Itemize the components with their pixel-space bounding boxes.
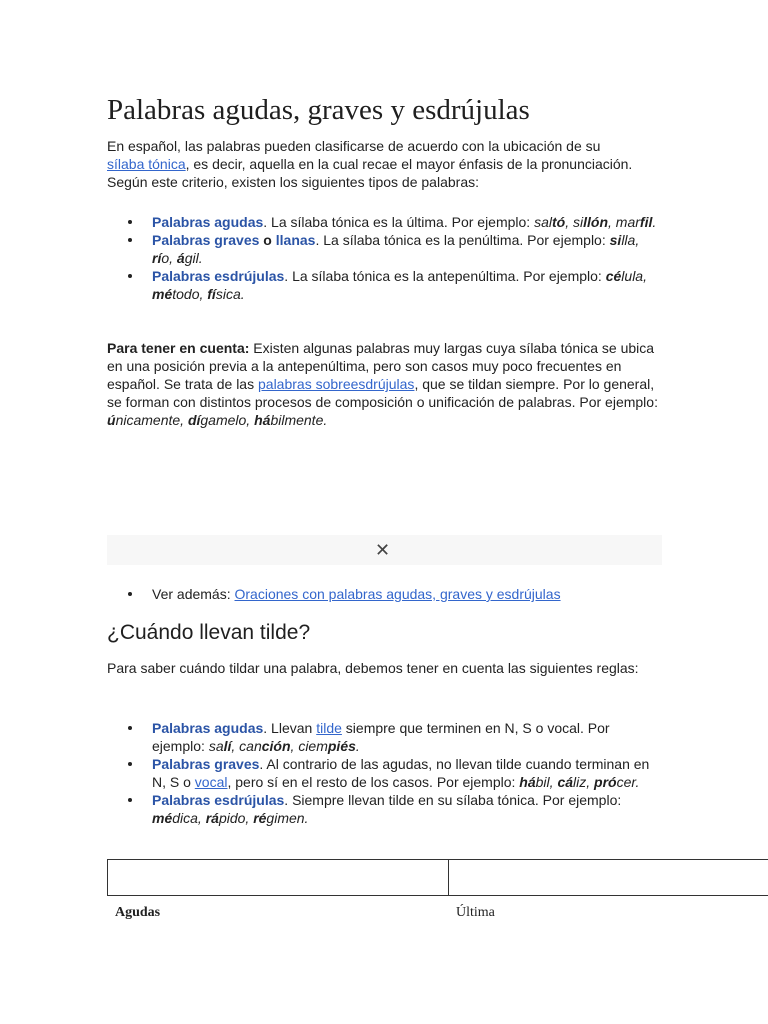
stress-table: [107, 859, 768, 896]
see-also-list: [107, 585, 662, 603]
list-item: Palabras agudas. Llevan tilde siempre que terminen en N, S o vocal. Por ejemplo: salí, canción, ciempiés.: [107, 719, 662, 755]
section-heading: ¿Cuándo llevan tilde?: [107, 621, 311, 644]
intro-paragraph: En español, las palabras pueden clasificarse de acuerdo con la ubicación de su sílaba tónica, es decir, aquella en la cual recae el mayor énfasis de la pronunciación. Según este criterio, existen los siguientes tipos de palabras:: [107, 138, 633, 190]
list-item: Palabras agudas. La sílaba tónica es la última. Por ejemplo: saltó, sillón, marfil.: [107, 213, 662, 231]
table-cell-agudas: Agudas: [115, 905, 161, 920]
bullet-icon: [128, 220, 132, 224]
see-also-link[interactable]: Oraciones con palabras agudas, graves y esdrújulas: [234, 586, 561, 602]
list-item: Palabras graves o llanas. La sílaba tónica es la penúltima. Por ejemplo: silla, río, ágil.: [107, 231, 662, 267]
rules-intro: Para saber cuándo tildar una palabra, debemos tener en cuenta las siguientes reglas:: [107, 660, 639, 676]
list-item: Palabras esdrújulas. La sílaba tónica es la antepenúltima. Por ejemplo: célula, método, física.: [107, 267, 662, 303]
vocal-link[interactable]: vocal: [194, 774, 228, 790]
silaba-tonica-link[interactable]: sílaba tónica: [107, 156, 186, 172]
tilde-link[interactable]: tilde: [316, 720, 342, 736]
term-esdrujulas: Palabras esdrújulas: [152, 268, 285, 284]
table-cell: [107, 859, 449, 896]
term-agudas: Palabras agudas: [152, 720, 264, 736]
term-graves: Palabras graves: [152, 232, 260, 248]
bullet-icon: [128, 238, 132, 242]
page-title: Palabras agudas, graves y esdrújulas: [107, 94, 530, 126]
table-cell-ultima: Última: [456, 905, 495, 920]
bullet-icon: [128, 592, 132, 596]
ad-banner: [107, 535, 662, 565]
term-esdrujulas: Palabras esdrújulas: [152, 792, 285, 808]
note-paragraph: Para tener en cuenta: Existen algunas palabras muy largas cuya sílaba tónica se ubica en una posición previa a la antepenúltima, pero son casos muy poco frecuentes en español. Se trata de las palabras sobreesdrújulas, que se tildan siempre. Por lo general, se forman con distintos procesos de composición o unificación de palabras. Por ejemplo: únicamente, dígamelo, hábilmente.: [107, 340, 658, 428]
list-item: Palabras esdrújulas. Siempre llevan tilde en su sílaba tónica. Por ejemplo: médica, rápido, régimen.: [107, 791, 662, 827]
list-item: Palabras graves. Al contrario de las agudas, no llevan tilde cuando terminan en N, S o vocal, pero sí en el resto de los casos. Por ejemplo: hábil, cáliz, prócer.: [107, 755, 662, 791]
bullet-icon: [128, 726, 132, 730]
term-agudas: Palabras agudas: [152, 214, 264, 230]
list-item: Ver además: Oraciones con palabras agudas, graves y esdrújulas: [107, 585, 662, 603]
bullet-icon: [128, 274, 132, 278]
close-icon[interactable]: ✕: [375, 540, 391, 560]
note-label: Para tener en cuenta:: [107, 340, 250, 356]
word-types-list: [107, 213, 662, 303]
bullet-icon: [128, 798, 132, 802]
term-llanas: llanas: [275, 232, 316, 248]
sobreesdrujulas-link[interactable]: palabras sobreesdrújulas: [258, 376, 415, 392]
bullet-icon: [128, 762, 132, 766]
table-cell: [448, 859, 768, 896]
rules-list: [107, 719, 662, 827]
term-graves: Palabras graves: [152, 756, 260, 772]
